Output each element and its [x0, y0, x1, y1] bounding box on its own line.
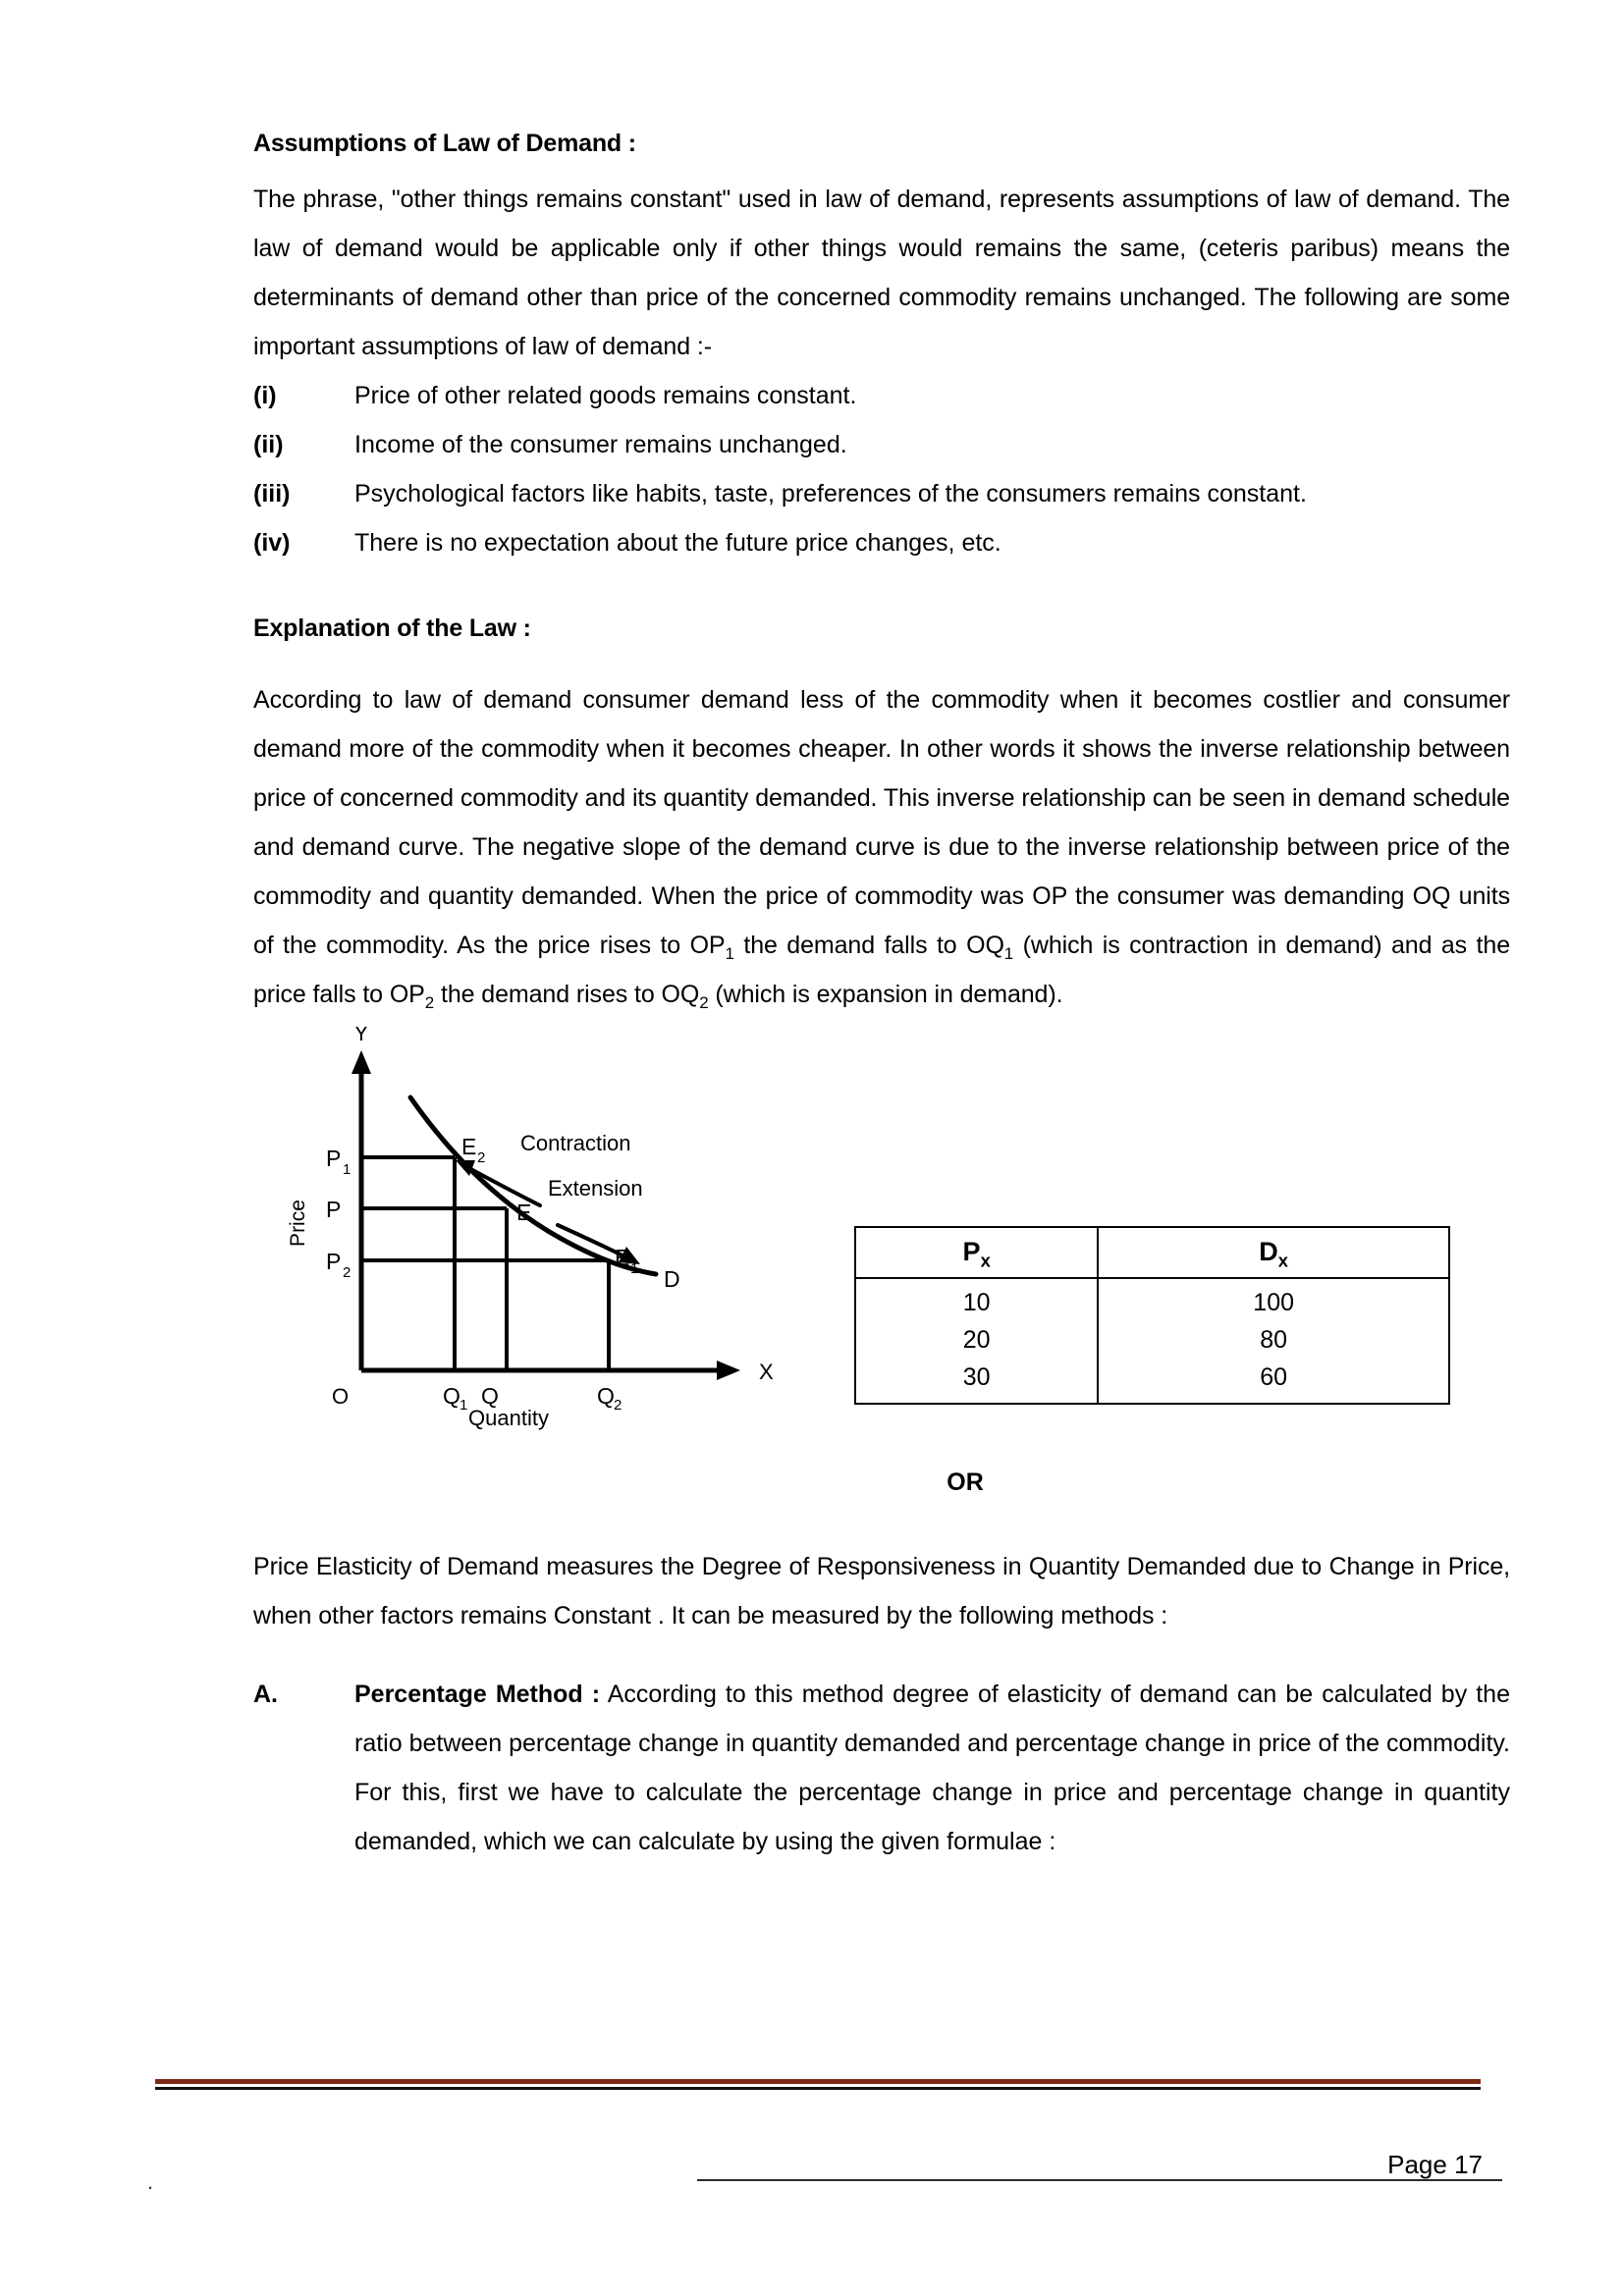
footer-rule-accent	[155, 2079, 1481, 2084]
price-axis-title: Price	[287, 1199, 309, 1247]
price-tick-p2-sub: 2	[343, 1263, 352, 1281]
price-tick-p1-sub: 1	[343, 1160, 352, 1178]
y-axis-arrow-icon	[352, 1050, 371, 1074]
point-label-e1-text: E	[615, 1244, 630, 1270]
list-item	[253, 371, 1510, 420]
point-label-e-text: E	[516, 1199, 532, 1225]
table-header-demand-sub: x	[1277, 1250, 1289, 1271]
price-tick-p1-label: P	[326, 1145, 342, 1171]
list-item-text: Price of other related goods remains constant.	[354, 381, 857, 409]
list-item	[253, 420, 1510, 469]
page-footer	[147, 2140, 1483, 2199]
table-cell-price: 20	[855, 1322, 1098, 1360]
price-tick-p2-label: P	[326, 1248, 342, 1274]
assumptions-heading: Assumptions of Law of Demand :	[253, 130, 636, 157]
table-cell-demand: 60	[1098, 1360, 1449, 1404]
price-tick-p1	[326, 1146, 351, 1178]
table-row	[855, 1322, 1449, 1360]
demand-curve-label: D	[664, 1265, 680, 1292]
quantity-tick-q1-sub: 1	[460, 1396, 468, 1414]
assumptions-list	[253, 371, 1510, 567]
quantity-tick-q2	[597, 1383, 622, 1414]
quantity-tick-q-label: Q	[481, 1382, 499, 1409]
contraction-annotation: Contraction	[520, 1130, 631, 1155]
explanation-text-part-3: (which is contraction in demand) and as the price falls to OP	[253, 931, 1510, 1008]
price-tick-p2	[326, 1249, 351, 1281]
list-item-marker: (i)	[253, 381, 277, 409]
quantity-tick-q1	[443, 1383, 467, 1414]
list-item-marker: (iii)	[253, 479, 291, 507]
quantity-axis-title: Quantity	[468, 1405, 549, 1430]
table-cell-price: 10	[855, 1278, 1098, 1322]
explanation-text-part-5: (which is expansion in demand).	[708, 980, 1063, 1008]
subscript-2: 1	[1003, 943, 1014, 963]
footer-rule-dark	[155, 2087, 1481, 2090]
point-label-e	[516, 1200, 531, 1225]
or-separator-label: OR	[947, 1468, 984, 1496]
table-cell-demand: 100	[1098, 1278, 1449, 1322]
method-item-a	[253, 1670, 1510, 1866]
price-tick-p-label: P	[326, 1196, 342, 1222]
x-axis-label: X	[759, 1359, 774, 1384]
subscript-3: 2	[424, 992, 435, 1012]
quantity-tick-q1-label: Q	[443, 1382, 460, 1409]
explanation-text-part-2: the demand falls to OQ	[733, 931, 1004, 959]
quantity-tick-q	[481, 1383, 499, 1409]
assumptions-paragraph: The phrase, "other things remains constant" used in law of demand, represents assumptions of law of demand. The law of demand would be applicable only if other things would remains the same, (ceteris paribus) means the determinants of demand other than price of the concerned commodity remains unchanged. The following are some important assumptions of law of demand :-	[253, 185, 1510, 360]
extension-annotation: Extension	[548, 1175, 643, 1201]
quantity-tick-q2-label: Q	[597, 1382, 615, 1409]
method-item-body	[354, 1670, 1510, 1866]
point-label-e2-sub: 2	[477, 1148, 486, 1166]
document-content	[253, 128, 1510, 1866]
table-head	[855, 1227, 1449, 1278]
point-label-e2-text: E	[461, 1133, 477, 1159]
point-label-e1	[615, 1245, 638, 1277]
explanation-text-part-4: the demand rises to OQ	[434, 980, 700, 1008]
figure-row	[253, 1027, 1510, 1439]
table-header-price	[855, 1227, 1098, 1278]
subscript-1: 1	[725, 943, 734, 963]
list-item-text: There is no expectation about the future price changes, etc.	[354, 528, 1001, 557]
list-item-marker: (ii)	[253, 430, 284, 458]
explanation-paragraph	[253, 675, 1510, 1019]
explanation-text-part-1: According to law of demand consumer demand less of the commodity when it becomes costlier and consumer demand more of the commodity when it becomes cheaper. In other words it shows the inverse relationship between price of concerned commodity and its quantity demanded. This inverse relationship can be seen in demand schedule and demand curve. The negative slope of the demand curve is due to the inverse relationship between price of the commodity and quantity demanded. When the price of commodity was OP the consumer was demanding OQ units of the commodity. As the price rises to OP	[253, 685, 1510, 959]
y-axis-label: Y	[353, 1026, 369, 1045]
demand-schedule-table	[854, 1226, 1450, 1405]
demand-curve-diagram	[263, 1027, 813, 1439]
spacer	[253, 1439, 1510, 1468]
subscript-4: 2	[699, 992, 709, 1012]
footer-divider	[155, 2079, 1481, 2090]
price-tick-p	[326, 1197, 341, 1222]
table-header-price-sub: x	[980, 1250, 991, 1271]
spacer	[253, 660, 1510, 675]
x-axis-arrow-icon	[717, 1361, 740, 1380]
table-cell-demand: 80	[1098, 1322, 1449, 1360]
table-header-row	[855, 1227, 1449, 1278]
table-body	[855, 1278, 1449, 1404]
list-item	[253, 518, 1510, 567]
point-label-e1-sub: 1	[630, 1259, 639, 1277]
list-item-marker: (iv)	[253, 528, 291, 557]
spacer	[253, 567, 1510, 613]
spacer	[253, 1640, 1510, 1670]
elasticity-paragraph: Price Elasticity of Demand measures the Degree of Responsiveness in Quantity Demanded due to Change in Price, when other factors remains Constant . It can be measured by the following methods :	[253, 1552, 1510, 1629]
list-item	[253, 469, 1510, 518]
list-item-text: Psychological factors like habits, taste, preferences of the consumers remains constant.	[354, 479, 1307, 507]
quantity-tick-q2-sub: 2	[614, 1396, 622, 1414]
footer-marker: .	[147, 2169, 154, 2194]
table-header-demand-label: D	[1259, 1237, 1278, 1266]
method-item-text: According to this method degree of elasticity of demand can be calculated by the ratio between percentage change in quantity demanded and percentage change in price of the commodity. For this, first we have to calculate the percentage change in price and percentage change in quantity demanded, which we can calculate by using the given formulae :	[354, 1680, 1510, 1855]
method-item-bold-label: Percentage Method :	[354, 1680, 601, 1708]
demand-schedule-table-wrapper	[854, 1226, 1450, 1405]
method-item-marker: A.	[253, 1680, 278, 1708]
table-header-price-label: P	[962, 1237, 981, 1266]
spacer	[253, 1497, 1510, 1542]
origin-label: O	[332, 1383, 350, 1409]
list-item-text: Income of the consumer remains unchanged.	[354, 430, 847, 458]
page-number-label: Page 17	[1387, 2150, 1483, 2179]
table-header-demand	[1098, 1227, 1449, 1278]
table-row	[855, 1360, 1449, 1404]
table-cell-price: 30	[855, 1360, 1098, 1404]
footer-underline	[697, 2179, 1502, 2181]
table-row	[855, 1278, 1449, 1322]
explanation-heading: Explanation of the Law :	[253, 614, 531, 642]
